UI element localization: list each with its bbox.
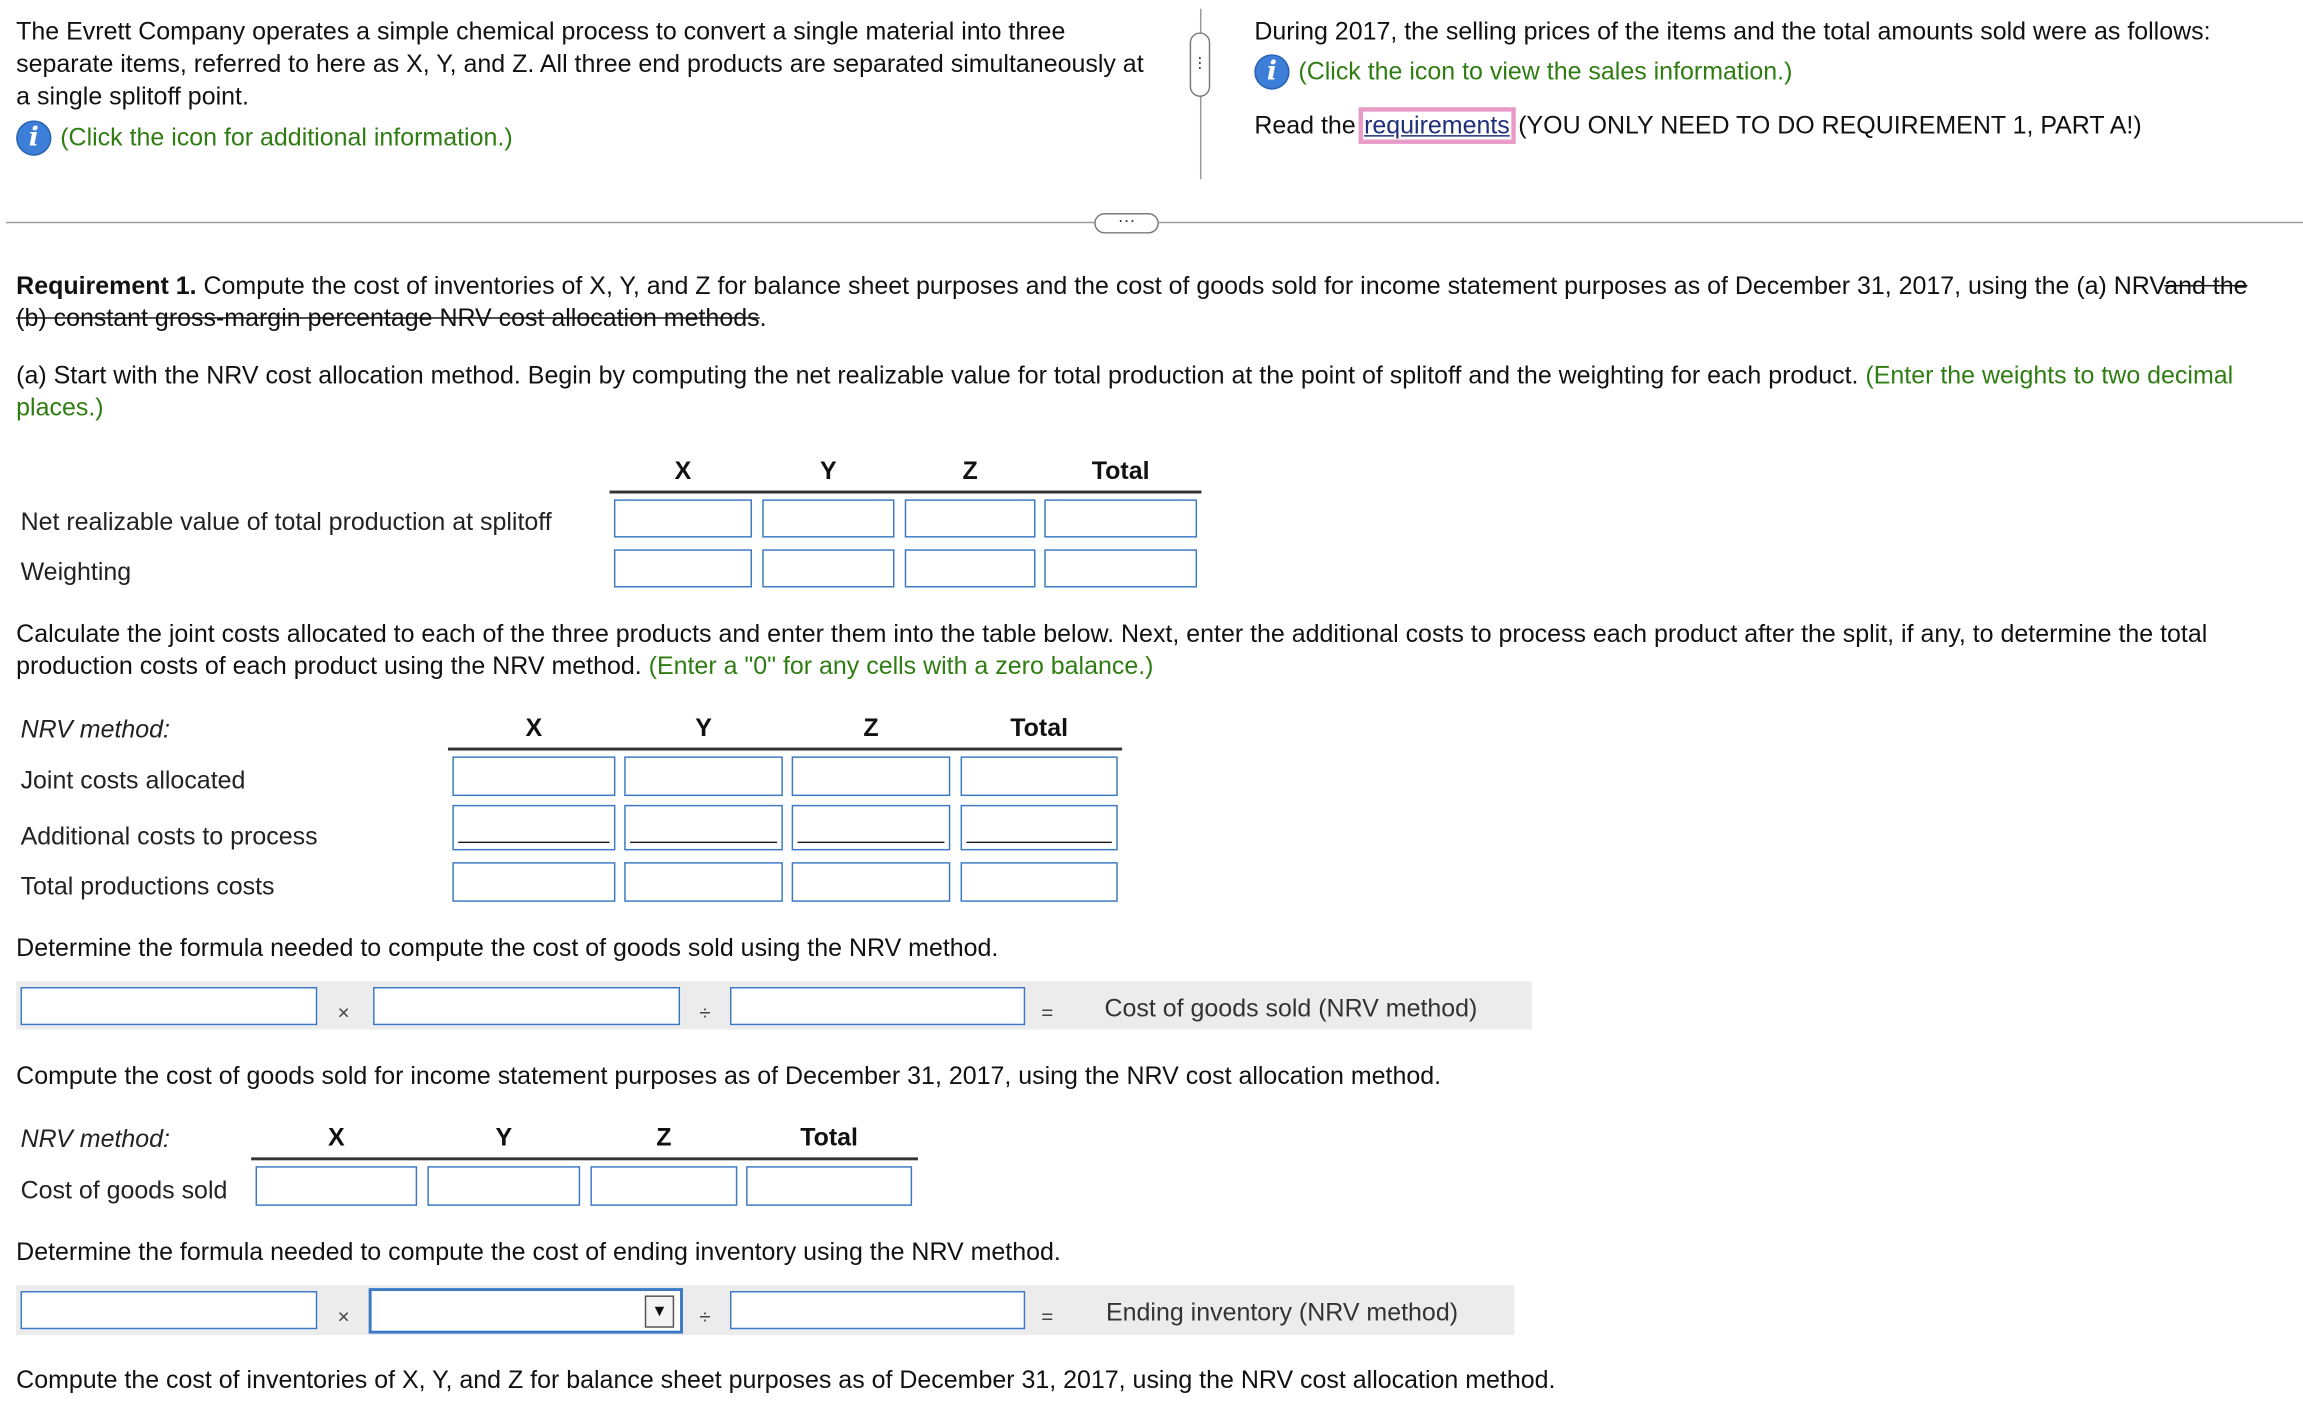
requirement-text: Requirement 1. Compute the cost of inventories of X, Y, and Z for balance sheet purposes and the cost of goods sold for income statement purposes as of December 31, 2017, using the (a) NRVand the (b) constant gross-margin percentage NRV cost allocation methods. xyxy=(16,271,2248,332)
cogs-z-input[interactable] xyxy=(590,1166,737,1206)
intro-text: The Evrett Company operates a simple chemical process to convert a single material into three separate items, referred to here as X, Y, and Z. All three end products are separated simultaneously at a single splitoff point. xyxy=(16,17,1144,111)
multiply-operator: × xyxy=(337,1304,350,1328)
requirement-struck-text: and the (b) constant gross-margin percentage NRV cost allocation methods xyxy=(16,271,2248,332)
row-label-cogs: Cost of goods sold xyxy=(20,1176,228,1205)
joint-cost-instructions xyxy=(16,618,2278,683)
intro-panel xyxy=(16,16,1147,156)
cogs-prompt: Compute the cost of goods sold for income statement purposes as of December 31, 2017, using the NRV cost allocation method. xyxy=(16,1061,1442,1090)
additional-y-input[interactable] xyxy=(624,805,783,851)
column-header-x: X xyxy=(525,713,543,742)
ending-inventory-formula-prompt: Determine the formula needed to compute the cost of ending inventory using the NRV method. xyxy=(16,1238,1061,1267)
info-icon[interactable]: i xyxy=(1254,54,1289,89)
sales-panel xyxy=(1254,16,2282,142)
ending-inventory-term3-input[interactable] xyxy=(730,1291,1025,1329)
read-suffix: (YOU ONLY NEED TO DO REQUIREMENT 1, PART A!) xyxy=(1511,111,2142,140)
column-header-x: X xyxy=(328,1123,345,1152)
vertical-splitter-handle[interactable]: ⋮ xyxy=(1190,32,1211,97)
divide-operator: ÷ xyxy=(699,1304,711,1328)
sales-text: During 2017, the selling prices of the items and the total amounts sold were as follows: xyxy=(1254,17,2211,46)
nrv-y-input[interactable] xyxy=(762,499,894,537)
row-label-weighting: Weighting xyxy=(20,558,132,587)
requirement-label: Requirement 1. xyxy=(16,271,197,300)
joint-y-input[interactable] xyxy=(624,756,783,796)
divide-operator: ÷ xyxy=(699,1000,711,1024)
intro-info-row[interactable] xyxy=(16,120,1147,155)
cogs-y-input[interactable] xyxy=(427,1166,580,1206)
chevron-down-icon[interactable]: ▼ xyxy=(645,1295,674,1327)
cogs-x-input[interactable] xyxy=(256,1166,418,1206)
column-header-total: Total xyxy=(800,1123,859,1152)
column-header-z: Z xyxy=(863,713,879,742)
intro-info-link[interactable]: (Click the icon for additional information.) xyxy=(60,123,513,152)
cogs-formula-term3-input[interactable] xyxy=(730,987,1025,1025)
cogs-formula-term1-input[interactable] xyxy=(21,987,318,1025)
additional-z-input[interactable] xyxy=(792,805,951,851)
horizontal-splitter-handle[interactable]: ··· xyxy=(1094,213,1159,234)
column-header-total: Total xyxy=(1091,456,1150,485)
part-a-hint: (Enter the weights to two decimal places.) xyxy=(16,361,2234,422)
column-header-x: X xyxy=(674,456,692,485)
requirements-link[interactable]: requirements xyxy=(1364,111,1510,140)
column-header-z: Z xyxy=(656,1123,672,1152)
total-production-y-input[interactable] xyxy=(624,862,783,902)
joint-total-input[interactable] xyxy=(961,756,1118,796)
column-header-y: Y xyxy=(695,713,712,742)
nrv-total-input[interactable] xyxy=(1044,499,1197,537)
cogs-formula-prompt: Determine the formula needed to compute the cost of goods sold using the NRV method. xyxy=(16,934,999,963)
joint-hint: (Enter a "0" for any cells with a zero balance.) xyxy=(648,652,1154,681)
additional-x-input[interactable] xyxy=(452,805,615,851)
nrv-z-input[interactable] xyxy=(905,499,1036,537)
header-rule xyxy=(448,748,1122,751)
part-a-instructions xyxy=(16,360,2278,425)
weight-z-input[interactable] xyxy=(905,549,1036,587)
joint-z-input[interactable] xyxy=(792,756,951,796)
row-label-additional-costs: Additional costs to process xyxy=(20,822,318,851)
joint-text: Calculate the joint costs allocated to each of the three products and enter them into the table below. Next, enter the additional costs to process each product after the split, if any, to determine the total production costs of each product using the NRV method. xyxy=(16,619,2208,681)
header-rule xyxy=(610,491,1202,494)
equals-operator: = xyxy=(1041,1000,1054,1024)
final-prompt: Compute the cost of inventories of X, Y, and Z for balance sheet purposes as of December 31, 2017, using the NRV cost allocation method. xyxy=(16,1365,1556,1394)
ending-inventory-term1-input[interactable] xyxy=(21,1291,318,1329)
row-label-joint-costs: Joint costs allocated xyxy=(20,766,246,795)
multiply-operator: × xyxy=(337,1000,350,1024)
row-label-nrv: Net realizable value of total production at splitoff xyxy=(20,508,552,537)
cogs-total-input[interactable] xyxy=(746,1166,912,1206)
read-requirements-line xyxy=(1254,110,2282,142)
weight-total-input[interactable] xyxy=(1044,549,1197,587)
column-header-z: Z xyxy=(962,456,978,485)
total-production-total-input[interactable] xyxy=(961,862,1118,902)
weight-x-input[interactable] xyxy=(614,549,752,587)
sales-info-link[interactable]: (Click the icon to view the sales information.) xyxy=(1298,57,1793,86)
row-label-total-production: Total productions costs xyxy=(20,872,275,901)
total-production-z-input[interactable] xyxy=(792,862,951,902)
additional-total-input[interactable] xyxy=(961,805,1118,851)
ending-inventory-formula-result: Ending inventory (NRV method) xyxy=(1105,1298,1459,1327)
weight-y-input[interactable] xyxy=(762,549,894,587)
requirement-body: Compute the cost of inventories of X, Y, and Z for balance sheet purposes and the cost of goods sold for income statement purposes as of December 31, 2017, using the (a) NRV xyxy=(196,271,2165,300)
sales-info-row[interactable] xyxy=(1254,54,2282,89)
read-prefix: Read the xyxy=(1254,111,1356,140)
equals-operator: = xyxy=(1041,1304,1054,1328)
header-rule xyxy=(251,1157,918,1160)
column-header-y: Y xyxy=(820,456,837,485)
nrv-x-input[interactable] xyxy=(614,499,752,537)
cogs-formula-result: Cost of goods sold (NRV method) xyxy=(1104,994,1478,1023)
column-header-y: Y xyxy=(495,1123,513,1152)
total-production-x-input[interactable] xyxy=(452,862,615,902)
info-icon[interactable]: i xyxy=(16,120,51,155)
joint-x-input[interactable] xyxy=(452,756,615,796)
part-a-text: (a) Start with the NRV cost allocation method. Begin by computing the net realizable value for total production at the point of splitoff and the weighting for each product. xyxy=(16,361,1859,390)
column-header-total: Total xyxy=(1010,713,1069,742)
table-heading-nrv-method: NRV method: xyxy=(20,1125,170,1153)
ending-inventory-term2-select[interactable] xyxy=(369,1288,683,1334)
cogs-formula-term2-input[interactable] xyxy=(373,987,680,1025)
table-heading-nrv-method: NRV method: xyxy=(20,715,170,744)
